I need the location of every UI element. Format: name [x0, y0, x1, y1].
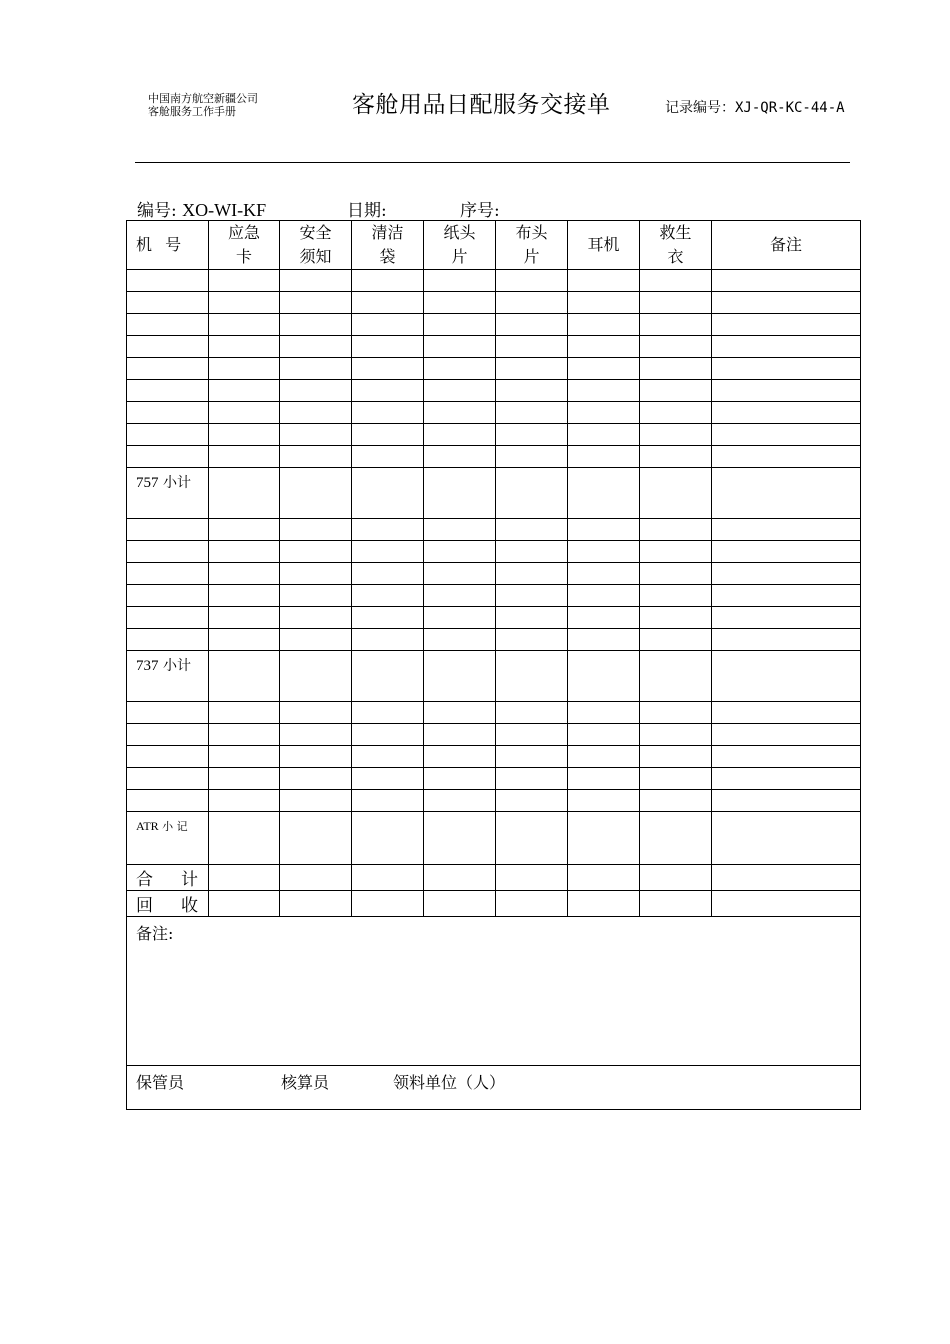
table-cell[interactable] [280, 790, 352, 812]
table-cell[interactable] [127, 424, 209, 446]
table-row [127, 336, 861, 358]
table-cell[interactable] [209, 424, 280, 446]
table-cell[interactable] [496, 270, 568, 292]
table-cell[interactable] [496, 702, 568, 724]
date-label: 日期: [347, 201, 387, 221]
table-cell[interactable] [712, 270, 861, 292]
table-row [127, 446, 861, 468]
table-cell[interactable] [712, 629, 861, 651]
table-cell[interactable] [352, 541, 424, 563]
table-cell[interactable] [209, 629, 280, 651]
table-cell[interactable] [352, 270, 424, 292]
table-cell[interactable] [568, 380, 640, 402]
table-cell[interactable] [127, 607, 209, 629]
table-cell[interactable] [496, 402, 568, 424]
table-cell[interactable] [127, 446, 209, 468]
table-cell[interactable] [712, 702, 861, 724]
table-cell[interactable] [712, 402, 861, 424]
notes-row [127, 917, 861, 1066]
table-cell[interactable] [280, 519, 352, 541]
table-cell[interactable] [209, 336, 280, 358]
table-cell[interactable] [127, 358, 209, 380]
table-cell[interactable] [352, 336, 424, 358]
table-cell[interactable] [209, 292, 280, 314]
table-cell[interactable] [568, 402, 640, 424]
table-row [127, 292, 861, 314]
table-cell[interactable] [568, 519, 640, 541]
table-cell[interactable] [352, 292, 424, 314]
sequence-field [460, 196, 500, 221]
table-cell[interactable] [424, 314, 496, 336]
table-cell[interactable] [568, 607, 640, 629]
table-cell[interactable] [640, 724, 712, 746]
table-cell[interactable] [280, 424, 352, 446]
col-headphones: 耳机 [568, 221, 640, 270]
table-cell[interactable] [640, 585, 712, 607]
subtotal-atr-label: ATR 小 记 [127, 812, 209, 865]
table-cell[interactable] [568, 563, 640, 585]
table-cell[interactable] [352, 585, 424, 607]
table-cell[interactable] [640, 402, 712, 424]
table-cell[interactable] [424, 402, 496, 424]
table-cell[interactable] [640, 446, 712, 468]
table-cell[interactable] [640, 541, 712, 563]
table-cell[interactable] [496, 585, 568, 607]
table-cell[interactable] [209, 702, 280, 724]
table-cell[interactable] [712, 446, 861, 468]
table-cell[interactable] [127, 402, 209, 424]
table-cell[interactable] [352, 702, 424, 724]
table-cell[interactable] [496, 424, 568, 446]
table-cell[interactable] [127, 292, 209, 314]
col-emergency-card: 应急 卡 [209, 221, 280, 270]
table-cell[interactable] [209, 768, 280, 790]
table-cell[interactable] [424, 424, 496, 446]
table-cell[interactable] [640, 702, 712, 724]
company-line-1: 中国南方航空新疆公司 [148, 92, 258, 105]
table-cell[interactable] [640, 336, 712, 358]
table-cell[interactable] [640, 629, 712, 651]
table-cell[interactable] [712, 380, 861, 402]
record-number-label: 记录编号： [665, 100, 735, 116]
table-cell[interactable] [280, 446, 352, 468]
table-cell[interactable] [424, 607, 496, 629]
table-cell[interactable] [280, 292, 352, 314]
table-cell[interactable] [712, 314, 861, 336]
table-cell[interactable] [127, 541, 209, 563]
table-cell[interactable] [496, 519, 568, 541]
table-cell[interactable] [352, 380, 424, 402]
table-cell[interactable] [209, 541, 280, 563]
return-row [127, 891, 861, 917]
table-cell[interactable] [352, 790, 424, 812]
table-row [127, 724, 861, 746]
table-cell[interactable] [209, 358, 280, 380]
record-number [665, 100, 865, 116]
table-row [127, 424, 861, 446]
table-cell[interactable] [127, 314, 209, 336]
table-cell[interactable] [712, 724, 861, 746]
table-row [127, 768, 861, 790]
table-cell[interactable] [209, 402, 280, 424]
table-cell[interactable] [496, 336, 568, 358]
table-cell[interactable] [352, 746, 424, 768]
table-cell[interactable] [127, 336, 209, 358]
number-field [137, 196, 266, 221]
table-cell[interactable] [280, 270, 352, 292]
table-row [127, 402, 861, 424]
table-cell[interactable] [352, 519, 424, 541]
table-cell[interactable] [424, 563, 496, 585]
col-paper-headrest: 纸头 片 [424, 221, 496, 270]
company-line-2: 客舱服务工作手册 [148, 105, 236, 118]
table-cell[interactable] [209, 790, 280, 812]
table-cell[interactable] [568, 790, 640, 812]
table-cell[interactable] [127, 270, 209, 292]
table-row [127, 629, 861, 651]
record-number-code: XJ-QR-KC-44-A [735, 100, 845, 116]
accountant-label: 核算员 [281, 1073, 330, 1092]
table-cell[interactable] [568, 702, 640, 724]
table-cell[interactable] [352, 724, 424, 746]
table-header-row [127, 221, 861, 270]
table-cell[interactable] [712, 746, 861, 768]
table-cell[interactable] [568, 768, 640, 790]
return-label: 回收 [127, 891, 209, 917]
sequence-label: 序号: [460, 201, 500, 221]
table-cell[interactable] [424, 358, 496, 380]
col-cloth-headrest: 布头 片 [496, 221, 568, 270]
keeper-label: 保管员 [136, 1073, 185, 1092]
table-cell[interactable] [280, 336, 352, 358]
table-cell[interactable] [209, 563, 280, 585]
table-cell[interactable] [568, 541, 640, 563]
table-cell[interactable] [640, 314, 712, 336]
table-cell[interactable] [424, 790, 496, 812]
table-row [127, 380, 861, 402]
table-row [127, 314, 861, 336]
table-cell[interactable] [568, 314, 640, 336]
table-row [127, 790, 861, 812]
table-cell[interactable] [280, 585, 352, 607]
table-cell[interactable] [568, 629, 640, 651]
table-cell[interactable] [352, 768, 424, 790]
table-cell[interactable] [496, 768, 568, 790]
table-cell[interactable] [496, 541, 568, 563]
table-cell[interactable] [280, 314, 352, 336]
table-cell[interactable] [280, 358, 352, 380]
total-row [127, 865, 861, 891]
table-cell[interactable] [352, 402, 424, 424]
table-cell[interactable] [712, 768, 861, 790]
table-cell[interactable] [712, 585, 861, 607]
table-row [127, 563, 861, 585]
table-cell[interactable] [127, 702, 209, 724]
table-cell[interactable] [640, 607, 712, 629]
table-row [127, 607, 861, 629]
table-cell[interactable] [209, 446, 280, 468]
table-cell[interactable] [127, 519, 209, 541]
table-cell[interactable] [352, 358, 424, 380]
table-cell[interactable] [127, 790, 209, 812]
table-cell[interactable] [640, 746, 712, 768]
table-cell[interactable] [568, 424, 640, 446]
table-cell[interactable] [424, 746, 496, 768]
table-cell[interactable] [712, 292, 861, 314]
subtotal-737-row [127, 651, 861, 702]
table-cell[interactable] [496, 746, 568, 768]
table-cell[interactable] [640, 424, 712, 446]
table-cell[interactable] [568, 446, 640, 468]
subtotal-atr-row [127, 812, 861, 865]
table-cell[interactable] [352, 424, 424, 446]
table-cell[interactable] [280, 629, 352, 651]
signature-row [127, 1066, 861, 1110]
table-cell[interactable] [424, 702, 496, 724]
table-cell[interactable] [280, 380, 352, 402]
header-divider [135, 162, 850, 163]
table-row [127, 585, 861, 607]
table-cell[interactable] [424, 768, 496, 790]
table-cell[interactable] [568, 724, 640, 746]
table-cell[interactable] [496, 358, 568, 380]
table-cell[interactable] [496, 563, 568, 585]
table-cell[interactable] [209, 724, 280, 746]
table-cell[interactable] [209, 746, 280, 768]
notes-label: 备注: [136, 924, 174, 943]
table-cell[interactable] [496, 292, 568, 314]
table-cell[interactable] [127, 768, 209, 790]
table-cell[interactable] [209, 270, 280, 292]
table-cell[interactable] [712, 790, 861, 812]
table-cell[interactable] [127, 629, 209, 651]
col-cleaning-bag: 清洁 袋 [352, 221, 424, 270]
table-cell[interactable] [280, 702, 352, 724]
col-safety-instructions: 安全 须知 [280, 221, 352, 270]
table-cell[interactable] [280, 402, 352, 424]
table-cell[interactable] [424, 446, 496, 468]
table-cell[interactable] [424, 380, 496, 402]
table-cell[interactable] [352, 629, 424, 651]
col-life-vest: 救生 衣 [640, 221, 712, 270]
total-label: 合计 [127, 865, 209, 891]
table-cell[interactable] [424, 629, 496, 651]
table-cell[interactable] [352, 607, 424, 629]
table-cell[interactable] [712, 358, 861, 380]
table-cell[interactable] [712, 541, 861, 563]
table-cell[interactable] [280, 607, 352, 629]
table-cell[interactable] [496, 380, 568, 402]
table-cell[interactable] [209, 380, 280, 402]
table-cell[interactable] [712, 336, 861, 358]
table-cell[interactable] [352, 314, 424, 336]
signature-cell [127, 1066, 861, 1110]
table-cell[interactable] [568, 292, 640, 314]
table-cell[interactable] [209, 519, 280, 541]
table-cell[interactable] [640, 519, 712, 541]
table-cell[interactable] [712, 563, 861, 585]
table-cell[interactable] [127, 746, 209, 768]
table-cell[interactable] [209, 607, 280, 629]
table-cell[interactable] [568, 358, 640, 380]
table-cell[interactable] [127, 724, 209, 746]
table-cell[interactable] [496, 314, 568, 336]
handover-table [126, 220, 861, 1110]
subtotal-737-label: 737 小计 [127, 651, 209, 702]
table-row [127, 746, 861, 768]
receiver-label: 领料单位（人） [393, 1073, 506, 1092]
table-row [127, 541, 861, 563]
table-cell[interactable] [712, 424, 861, 446]
table-cell[interactable] [352, 446, 424, 468]
table-cell[interactable] [496, 629, 568, 651]
table-cell[interactable] [568, 270, 640, 292]
date-field [347, 196, 387, 221]
subtotal-757-row [127, 468, 861, 519]
table-cell[interactable] [424, 519, 496, 541]
table-row [127, 270, 861, 292]
company-name [148, 92, 258, 118]
table-cell[interactable] [424, 585, 496, 607]
table-cell[interactable] [280, 724, 352, 746]
table-cell[interactable] [280, 768, 352, 790]
table-cell[interactable] [712, 607, 861, 629]
table-cell[interactable] [640, 790, 712, 812]
table-row [127, 358, 861, 380]
table-cell[interactable] [209, 314, 280, 336]
table-cell[interactable] [280, 746, 352, 768]
table-cell[interactable] [568, 336, 640, 358]
table-cell[interactable] [640, 768, 712, 790]
table-cell[interactable] [424, 270, 496, 292]
number-value: XO-WI-KF [182, 200, 267, 220]
subtotal-757-label: 757 小计 [127, 468, 209, 519]
table-cell[interactable] [127, 563, 209, 585]
table-cell[interactable] [640, 292, 712, 314]
table-cell[interactable] [280, 541, 352, 563]
table-row [127, 702, 861, 724]
table-cell[interactable] [496, 607, 568, 629]
notes-cell[interactable] [127, 917, 861, 1066]
table-cell[interactable] [127, 585, 209, 607]
table-cell[interactable] [568, 585, 640, 607]
col-remarks: 备注 [712, 221, 861, 270]
table-cell[interactable] [496, 790, 568, 812]
table-cell[interactable] [209, 585, 280, 607]
table-cell[interactable] [127, 380, 209, 402]
table-cell[interactable] [496, 724, 568, 746]
table-cell[interactable] [280, 563, 352, 585]
document-title: 客舱用品日配服务交接单 [352, 92, 611, 118]
table-cell[interactable] [424, 541, 496, 563]
table-cell[interactable] [496, 446, 568, 468]
table-cell[interactable] [640, 270, 712, 292]
table-cell[interactable] [568, 746, 640, 768]
table-cell[interactable] [352, 563, 424, 585]
number-label: 编号: [137, 201, 177, 221]
table-cell[interactable] [640, 380, 712, 402]
table-cell[interactable] [712, 519, 861, 541]
table-cell[interactable] [424, 336, 496, 358]
table-cell[interactable] [424, 724, 496, 746]
table-cell[interactable] [640, 563, 712, 585]
table-row [127, 519, 861, 541]
table-cell[interactable] [640, 358, 712, 380]
table-cell[interactable] [424, 292, 496, 314]
col-aircraft-number: 机 号 [127, 221, 209, 270]
